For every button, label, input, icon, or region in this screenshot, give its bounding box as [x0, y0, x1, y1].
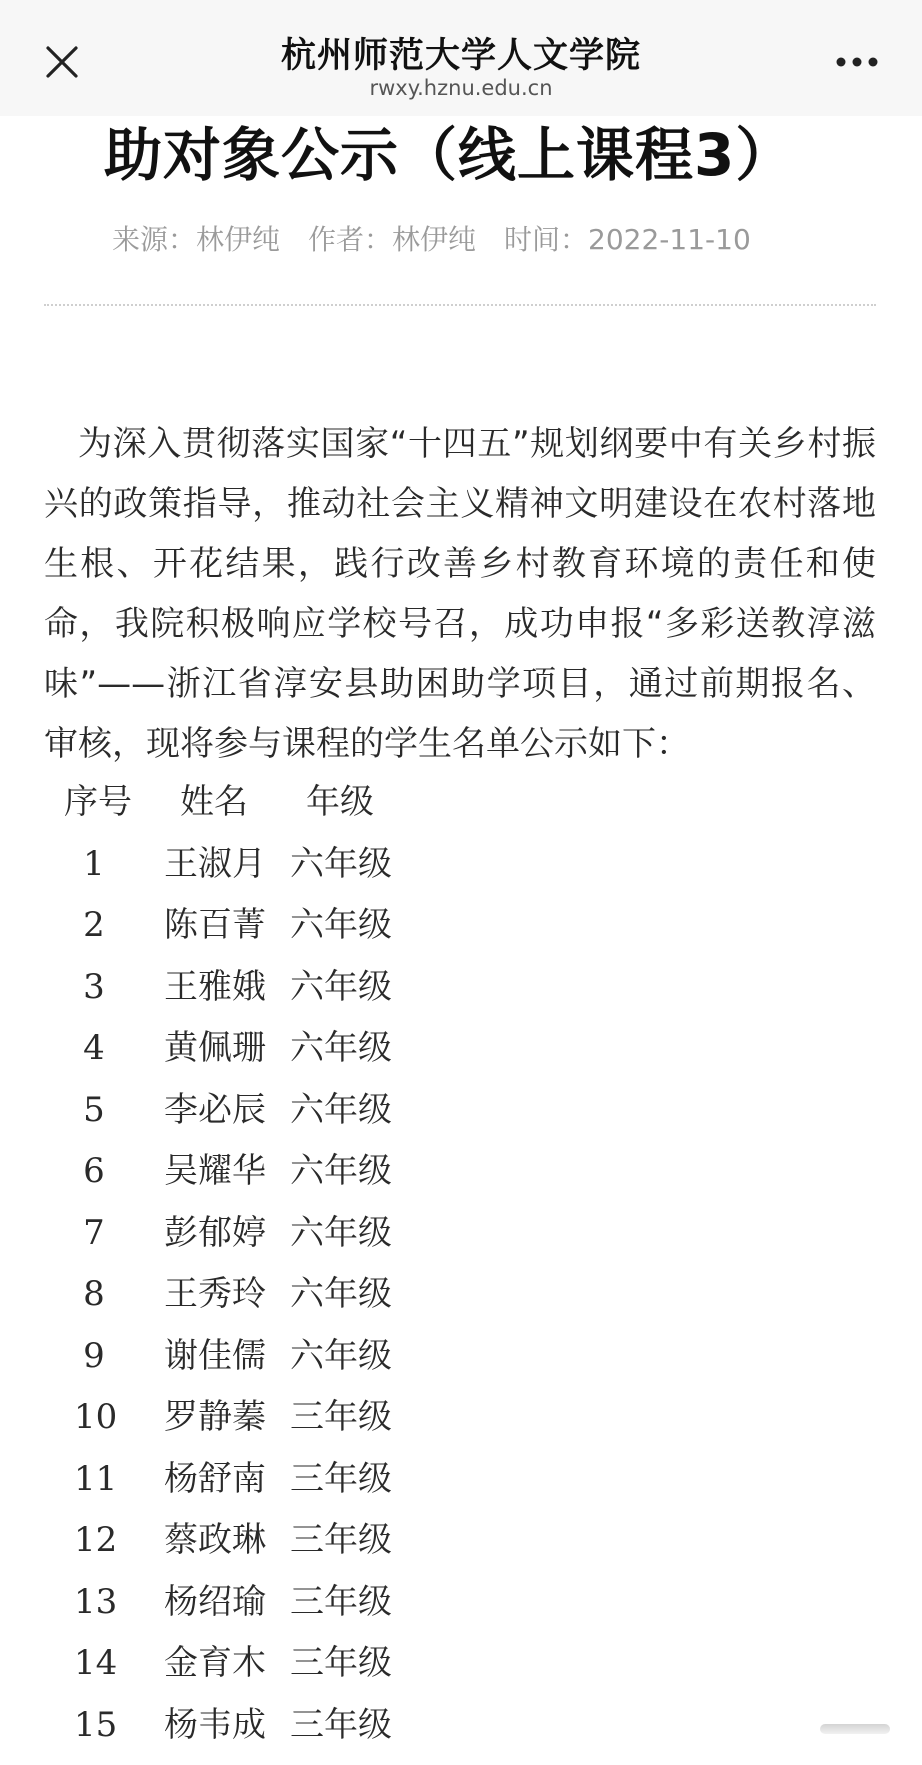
site-title: 杭州师范大学人文学院: [280, 36, 641, 76]
meta-source: 来源：林伊纯: [112, 223, 281, 256]
row-name: 王淑月: [164, 843, 266, 884]
row-number: 7: [83, 1212, 105, 1253]
article-title: 助对象公示（线上课程3）: [104, 121, 795, 189]
title-divider: [44, 304, 876, 306]
roster-row: [44, 1326, 544, 1388]
row-number: 1: [83, 843, 105, 884]
site-url: rwxy.hznu.edu.cn: [369, 76, 553, 100]
roster-header: [44, 772, 544, 834]
more-horizontal-icon[interactable]: [834, 50, 880, 74]
row-grade: 六年级: [290, 905, 392, 945]
roster-row: [44, 1264, 544, 1326]
row-number: 14: [74, 1643, 118, 1683]
roster-row: [44, 1141, 544, 1203]
row-number: 2: [83, 905, 105, 945]
roster-row: [44, 895, 544, 957]
row-name: 罗静蓁: [164, 1397, 266, 1437]
browser-header: [0, 0, 922, 116]
header-number: 序号: [64, 782, 132, 822]
roster-row: [44, 1449, 544, 1511]
row-grade: 六年级: [290, 1335, 392, 1376]
roster-row: [44, 1572, 544, 1634]
row-grade: 三年级: [290, 1458, 392, 1499]
roster-row: [44, 1080, 544, 1142]
row-grade: 六年级: [290, 1212, 392, 1253]
row-name: 吴耀华: [164, 1151, 266, 1191]
row-grade: 六年级: [290, 843, 392, 884]
row-number: 6: [83, 1151, 105, 1191]
student-roster: [44, 772, 544, 1756]
row-name: 谢佳儒: [164, 1335, 266, 1376]
roster-row: [44, 1633, 544, 1695]
row-number: 4: [83, 1028, 105, 1068]
row-number: 10: [74, 1397, 118, 1437]
roster-row: [44, 1387, 544, 1449]
roster-row: [44, 1510, 544, 1572]
row-number: 11: [74, 1458, 118, 1499]
row-number: 8: [83, 1274, 105, 1314]
row-name: 王秀玲: [164, 1274, 266, 1314]
row-grade: 三年级: [290, 1704, 392, 1745]
row-grade: 六年级: [290, 1274, 392, 1314]
row-number: 5: [83, 1089, 105, 1130]
row-grade: 六年级: [290, 1089, 392, 1130]
row-name: 金育木: [164, 1643, 266, 1683]
row-name: 王雅娥: [164, 966, 266, 1007]
roster-row: [44, 1695, 544, 1757]
row-grade: 六年级: [290, 966, 392, 1007]
row-grade: 三年级: [290, 1581, 392, 1622]
row-grade: 三年级: [290, 1397, 392, 1437]
row-number: 13: [74, 1581, 118, 1622]
row-name: 彭郁婷: [164, 1212, 266, 1253]
row-name: 李必辰: [164, 1089, 266, 1130]
roster-row: [44, 957, 544, 1019]
row-name: 杨舒南: [164, 1458, 266, 1499]
header-name: 姓名: [180, 782, 248, 822]
header-grade: 年级: [306, 782, 374, 822]
row-grade: 六年级: [290, 1151, 392, 1191]
scroll-indicator[interactable]: [820, 1724, 890, 1734]
roster-row: [44, 834, 544, 896]
row-name: 蔡政琳: [164, 1520, 266, 1560]
row-grade: 六年级: [290, 1028, 392, 1068]
row-name: 陈百菁: [164, 905, 266, 945]
meta-author: 作者：林伊纯: [308, 223, 477, 256]
row-name: 杨韦成: [164, 1704, 266, 1745]
row-number: 3: [83, 966, 105, 1007]
row-number: 9: [83, 1335, 105, 1376]
meta-time: 时间：2022-11-10: [504, 223, 751, 256]
row-grade: 三年级: [290, 1643, 392, 1683]
row-grade: 三年级: [290, 1520, 392, 1560]
row-number: 12: [74, 1520, 118, 1560]
row-number: 15: [74, 1704, 118, 1745]
intro-paragraph: 为深入贯彻落实国家“十四五”规划纲要中有关乡村振兴的政策指导，推动社会主义精神文明建设在农村落地生根、开花结果，践行改善乡村教育环境的责任和使命，我院积极响应学校号召，成功申报“多彩送教淳滋味”——浙江省淳安县助困助学项目，通过前期报名、审核，现将参与课程的学生名单公示如下：: [44, 424, 876, 764]
roster-row: [44, 1018, 544, 1080]
roster-row: [44, 1203, 544, 1265]
row-name: 杨绍瑜: [164, 1581, 266, 1622]
row-name: 黄佩珊: [164, 1028, 266, 1068]
article-meta: [112, 218, 779, 258]
